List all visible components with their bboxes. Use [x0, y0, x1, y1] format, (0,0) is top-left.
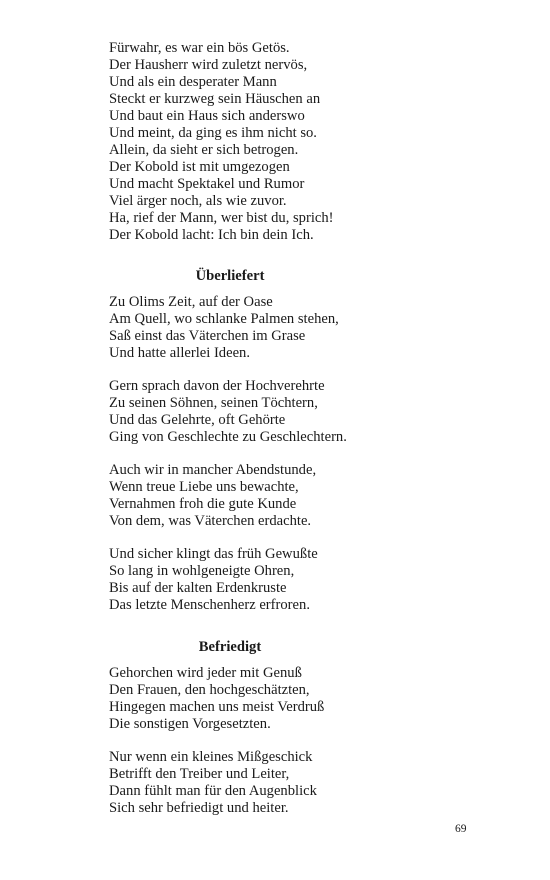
- poem-line: Die sonstigen Vorgesetzten.: [109, 716, 271, 732]
- poem-line: Viel ärger noch, als wie zuvor.: [109, 193, 287, 209]
- poem-line: So lang in wohlgeneigte Ohren,: [109, 563, 295, 579]
- poem-stanza: [109, 546, 351, 614]
- poem-continuation: [109, 40, 351, 244]
- poem-stanza: [109, 294, 351, 362]
- poem-line: Und baut ein Haus sich anderswo: [109, 108, 305, 124]
- poem-line: Hingegen machen uns meist Verdruß: [109, 699, 325, 715]
- poem-line: Und meint, da ging es ihm nicht so.: [109, 125, 317, 141]
- poem-line: Der Kobold ist mit umgezogen: [109, 159, 290, 175]
- poem-line: Der Kobold lacht: Ich bin dein Ich.: [109, 227, 314, 243]
- poem-line: Ging von Geschlechte zu Geschlechtern.: [109, 429, 347, 445]
- poem-line: Zu Olims Zeit, auf der Oase: [109, 294, 273, 310]
- poem-line: Der Hausherr wird zuletzt nervös,: [109, 57, 308, 73]
- poem-line: Nur wenn ein kleines Mißgeschick: [109, 749, 313, 765]
- poem-line: Und das Gelehrte, oft Gehörte: [109, 412, 286, 428]
- poem-line: Fürwahr, es war ein bös Getös.: [109, 40, 290, 56]
- poem-stanza: [109, 462, 351, 530]
- poem-stanza: [109, 749, 351, 817]
- poem-line: Vernahmen froh die gute Kunde: [109, 496, 297, 512]
- poem-line: Bis auf der kalten Erdenkruste: [109, 580, 287, 596]
- poem-stanza: [109, 378, 351, 446]
- poem-line: Gehorchen wird jeder mit Genuß: [109, 665, 302, 681]
- poem-line: Wenn treue Liebe uns bewachte,: [109, 479, 299, 495]
- poem-line: Und macht Spektakel und Rumor: [109, 176, 305, 192]
- poem-line: Den Frauen, den hochgeschätzten,: [109, 682, 310, 698]
- poem-stanza: [109, 665, 351, 733]
- poem-ueberliefert: [109, 268, 351, 285]
- poem-line: Zu seinen Söhnen, seinen Töchtern,: [109, 395, 318, 411]
- poem-title: Überliefert: [195, 268, 265, 284]
- poem-line: Betrifft den Treiber und Leiter,: [109, 766, 290, 782]
- poem-line: Am Quell, wo schlanke Palmen stehen,: [109, 311, 339, 327]
- poem-title: Befriedigt: [198, 639, 262, 655]
- poem-line: Und sicher klingt das früh Gewußte: [109, 546, 318, 562]
- poem-line: Ha, rief der Mann, wer bist du, sprich!: [109, 210, 334, 226]
- poem-line: Sich sehr befriedigt und heiter.: [109, 800, 289, 816]
- poem-line: Und hatte allerlei Ideen.: [109, 345, 251, 361]
- poem-line: Auch wir in mancher Abendstunde,: [109, 462, 317, 478]
- poem-befriedigt: [109, 639, 351, 656]
- page-number: 69: [455, 823, 467, 835]
- poem-line: Dann fühlt man für den Augenblick: [109, 783, 317, 799]
- poem-line: Saß einst das Väterchen im Grase: [109, 328, 306, 344]
- poem-line: Und als ein desperater Mann: [109, 74, 277, 90]
- poem-line: Das letzte Menschenherz erfroren.: [109, 597, 310, 613]
- poem-line: Gern sprach davon der Hochverehrte: [109, 378, 325, 394]
- poem-line: Allein, da sieht er sich betrogen.: [109, 142, 299, 158]
- poem-line: Steckt er kurzweg sein Häuschen an: [109, 91, 321, 107]
- poem-line: Von dem, was Väterchen erdachte.: [109, 513, 312, 529]
